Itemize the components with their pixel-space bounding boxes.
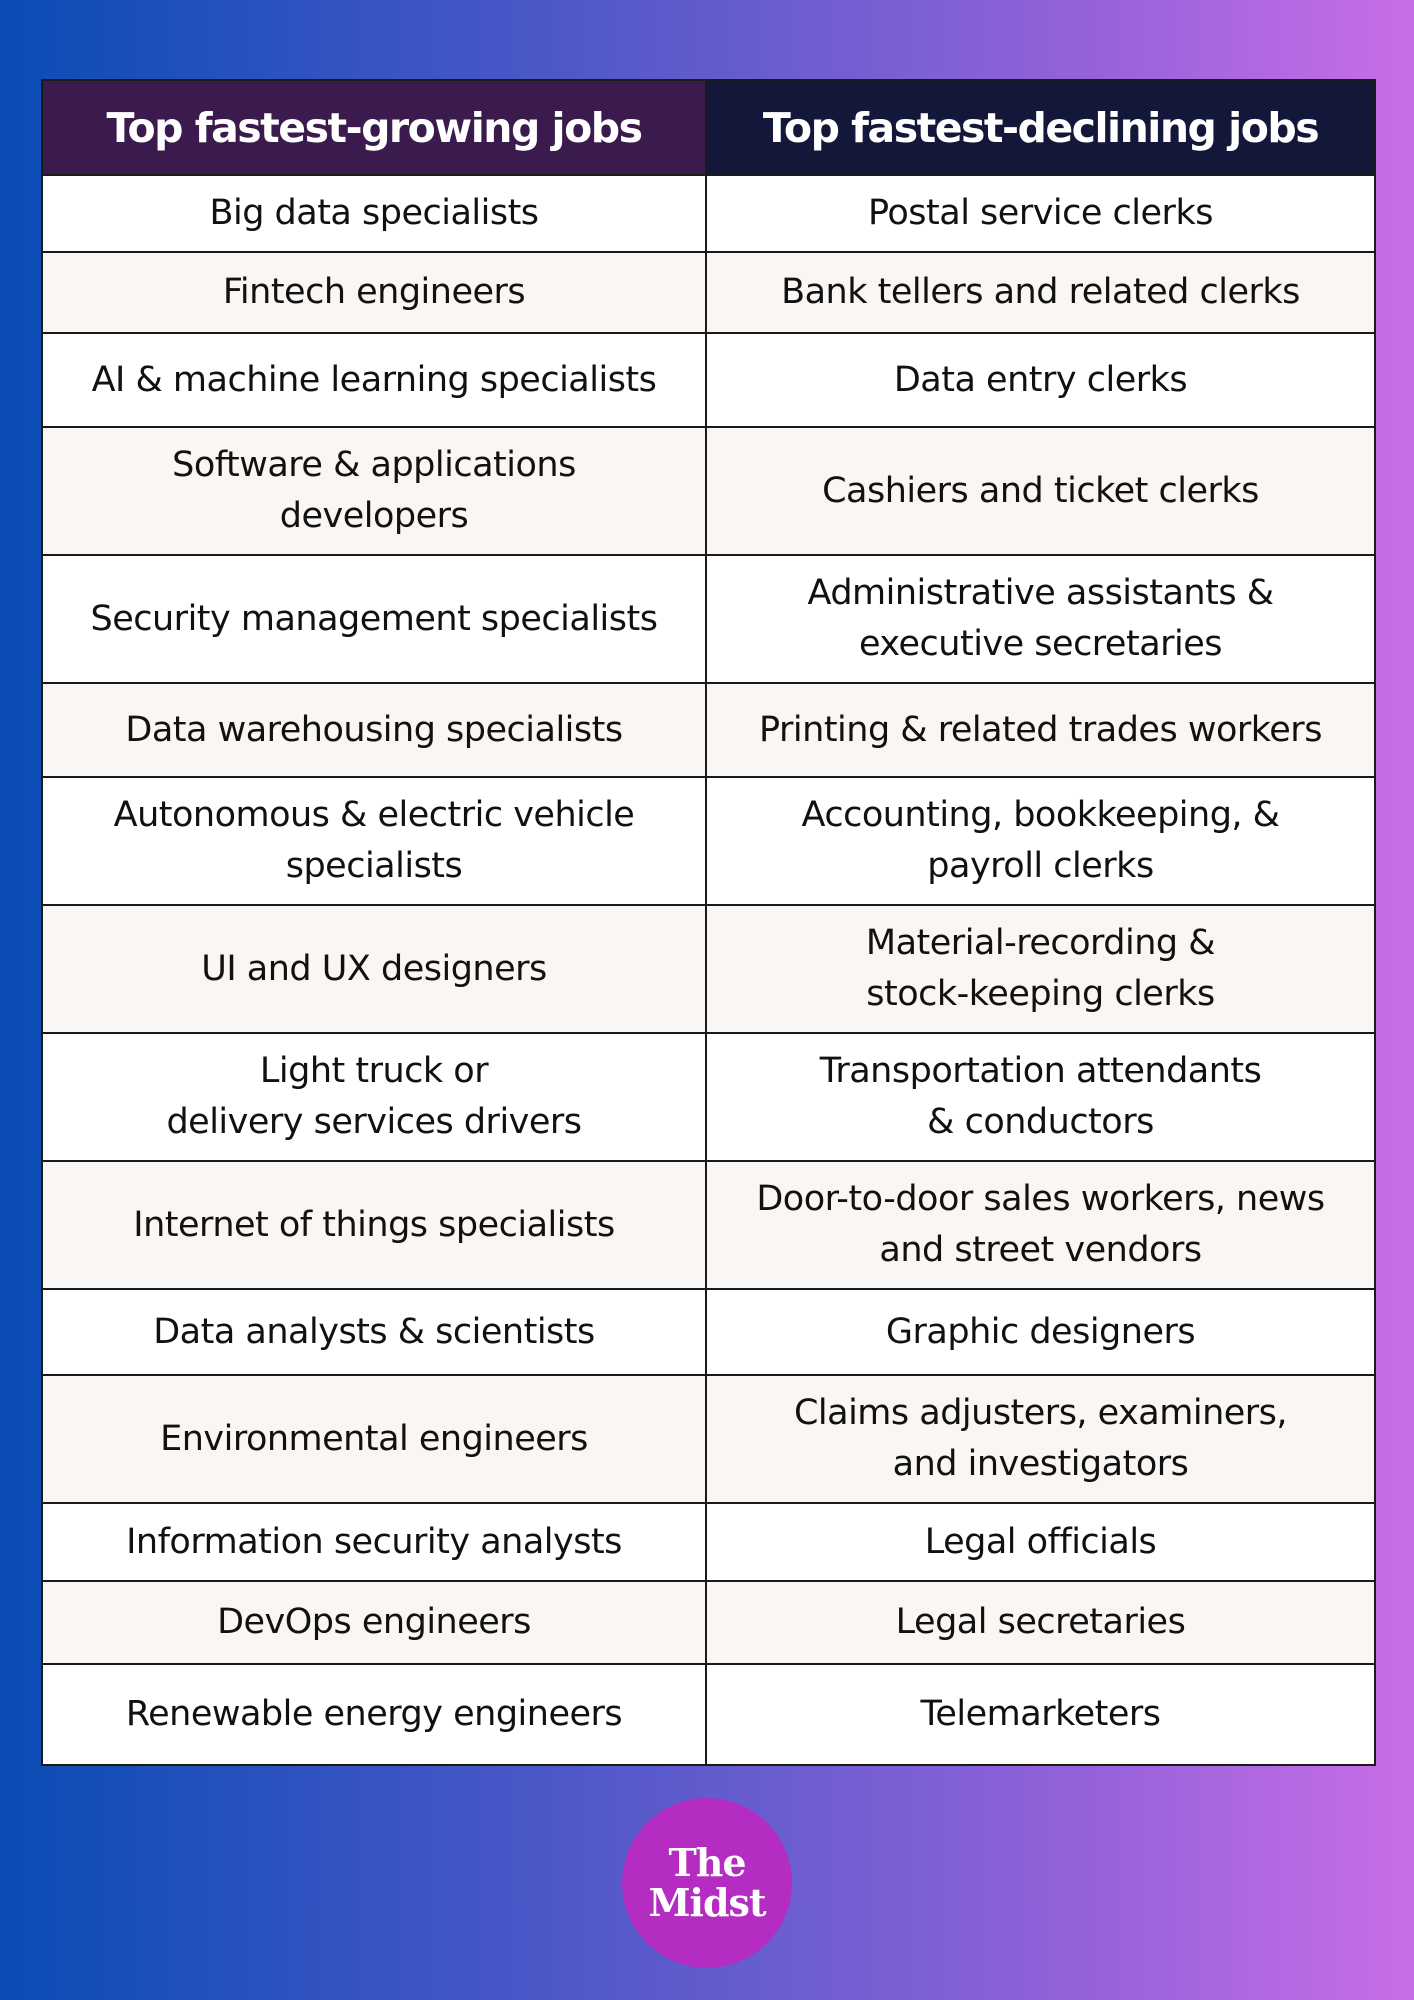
declining-job-text: Printing & related trades workers — [759, 709, 1322, 750]
declining-job-text: Material-recording & stock-keeping clerks — [865, 923, 1216, 1014]
declining-job-text: Legal secretaries — [895, 1602, 1186, 1642]
table-row — [42, 1033, 1375, 1161]
table-row — [42, 1664, 1375, 1765]
declining-job-text: Accounting, bookkeeping, & payroll clerks — [801, 795, 1280, 886]
table-row — [42, 175, 1375, 252]
growing-job-text: UI and UX designers — [201, 948, 547, 989]
table-header-row — [42, 80, 1375, 175]
declining-job-cell — [706, 1375, 1375, 1503]
growing-job-cell — [42, 1503, 706, 1581]
growing-job-text: Internet of things specialists — [133, 1204, 615, 1245]
growing-job-cell — [42, 252, 706, 333]
table-row — [42, 905, 1375, 1033]
declining-job-cell — [706, 175, 1375, 252]
growing-job-cell — [42, 1033, 706, 1161]
growing-job-cell — [42, 777, 706, 905]
logo-line-the: The — [668, 1840, 746, 1885]
logo-line-midst: Midst — [648, 1880, 766, 1925]
growing-job-text: Software & applications developers — [172, 445, 576, 536]
growing-job-text: Light truck or delivery services drivers — [166, 1051, 582, 1142]
declining-job-text: Cashiers and ticket clerks — [822, 470, 1259, 511]
declining-job-cell — [706, 1581, 1375, 1664]
growing-job-cell — [42, 427, 706, 555]
declining-job-text: Claims adjusters, examiners, and investigators — [793, 1393, 1288, 1484]
table-row — [42, 252, 1375, 333]
table-row — [42, 333, 1375, 427]
growing-job-cell — [42, 1161, 706, 1289]
growing-job-text: Security management specialists — [90, 598, 658, 639]
growing-job-text: Fintech engineers — [222, 272, 526, 312]
table-row — [42, 1581, 1375, 1664]
growing-job-text: Information security analysts — [126, 1521, 622, 1562]
declining-job-text: Legal officials — [924, 1521, 1157, 1562]
growing-job-cell — [42, 905, 706, 1033]
table-row — [42, 1375, 1375, 1503]
growing-job-text: Autonomous & electric vehicle specialists — [113, 795, 635, 886]
growing-job-cell — [42, 1664, 706, 1765]
table-row — [42, 1289, 1375, 1375]
declining-job-cell — [706, 333, 1375, 427]
header-growing-jobs: Top fastest-growing jobs — [42, 80, 706, 175]
declining-job-text: Data entry clerks — [893, 359, 1188, 400]
declining-job-cell — [706, 1033, 1375, 1161]
declining-job-text: Telemarketers — [920, 1694, 1161, 1734]
declining-job-cell — [706, 683, 1375, 777]
growing-job-text: DevOps engineers — [217, 1602, 531, 1642]
declining-job-cell — [706, 555, 1375, 683]
growing-job-cell — [42, 555, 706, 683]
growing-job-text: AI & machine learning specialists — [91, 359, 657, 400]
declining-job-text: Door-to-door sales workers, news and street vendors — [756, 1179, 1325, 1270]
declining-job-cell — [706, 1503, 1375, 1581]
table-row — [42, 683, 1375, 777]
declining-job-cell — [706, 777, 1375, 905]
declining-job-text: Postal service clerks — [868, 193, 1213, 233]
declining-job-text: Graphic designers — [885, 1311, 1196, 1352]
growing-job-text: Data analysts & scientists — [153, 1311, 595, 1352]
growing-job-text: Big data specialists — [209, 193, 539, 233]
declining-job-cell — [706, 252, 1375, 333]
growing-job-text: Data warehousing specialists — [125, 709, 623, 750]
declining-job-text: Bank tellers and related clerks — [781, 272, 1300, 312]
declining-job-cell — [706, 905, 1375, 1033]
growing-job-cell — [42, 333, 706, 427]
growing-job-text: Renewable energy engineers — [125, 1694, 623, 1734]
table-row — [42, 1161, 1375, 1289]
the-midst-logo — [622, 1798, 792, 1968]
declining-job-cell — [706, 1289, 1375, 1375]
table-row — [42, 427, 1375, 555]
header-declining-jobs: Top fastest-declining jobs — [706, 80, 1375, 175]
growing-job-text: Environmental engineers — [160, 1418, 588, 1459]
declining-job-cell — [706, 1664, 1375, 1765]
declining-job-cell — [706, 1161, 1375, 1289]
table-row — [42, 1503, 1375, 1581]
growing-job-cell — [42, 1289, 706, 1375]
declining-job-cell — [706, 427, 1375, 555]
declining-job-text: Administrative assistants & executive secretaries — [807, 573, 1274, 664]
growing-job-cell — [42, 1375, 706, 1503]
growing-job-cell — [42, 683, 706, 777]
table-row — [42, 777, 1375, 905]
jobs-comparison-table — [41, 79, 1376, 1766]
growing-job-cell — [42, 175, 706, 252]
table-row — [42, 555, 1375, 683]
growing-job-cell — [42, 1581, 706, 1664]
declining-job-text: Transportation attendants & conductors — [819, 1051, 1262, 1142]
